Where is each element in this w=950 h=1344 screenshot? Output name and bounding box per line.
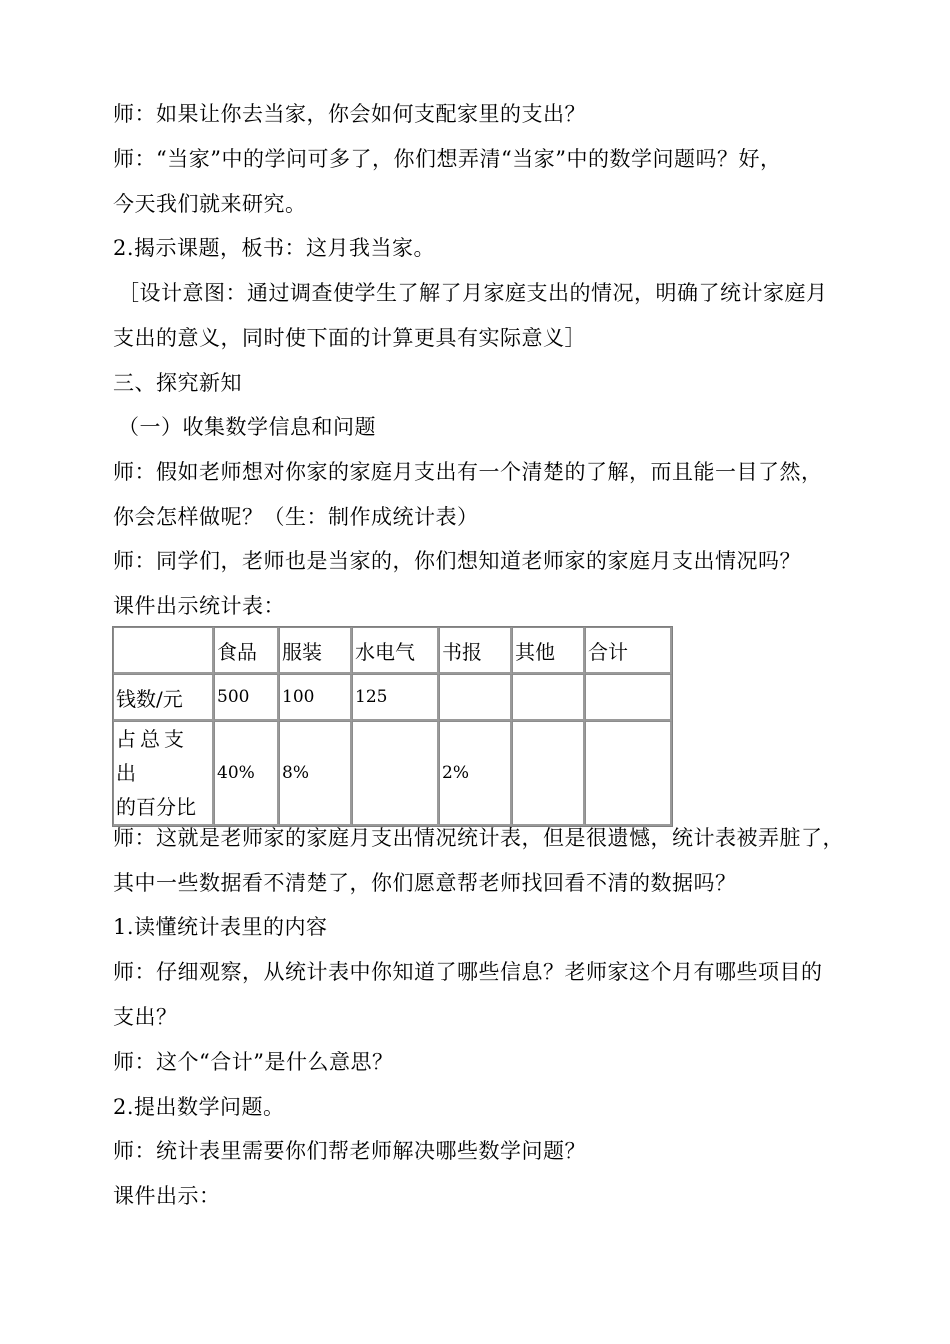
paragraph-17: 支出？ bbox=[113, 1005, 178, 1029]
paragraph-11: 师：同学们，老师也是当家的，你们想知道老师家的家庭月支出情况吗？ bbox=[113, 549, 801, 573]
row-label-money: 钱数/元 bbox=[113, 674, 214, 721]
header-other: 其他 bbox=[512, 627, 585, 674]
subsection-heading: （一）收集数学信息和问题 bbox=[118, 415, 376, 439]
cell-money-food: 500 bbox=[214, 674, 279, 721]
paragraph-21: 课件出示： bbox=[113, 1184, 221, 1208]
paragraph-1: 师：如果让你去当家，你会如何支配家里的支出？ bbox=[113, 102, 586, 126]
cell-money-total bbox=[585, 674, 672, 721]
cell-money-clothing: 100 bbox=[279, 674, 352, 721]
cell-percent-clothing: 8% bbox=[279, 721, 352, 826]
paragraph-4: 2.揭示课题，板书：这月我当家。 bbox=[113, 236, 436, 260]
row-label-percent-line1: 占总支出 bbox=[116, 727, 188, 785]
expense-table bbox=[112, 626, 673, 827]
header-books: 书报 bbox=[439, 627, 512, 674]
paragraph-20: 师：统计表里需要你们帮老师解决哪些数学问题？ bbox=[113, 1139, 586, 1163]
header-clothing: 服装 bbox=[279, 627, 352, 674]
paragraph-18: 师：这个“合计”是什么意思？ bbox=[113, 1050, 394, 1074]
header-total: 合计 bbox=[585, 627, 672, 674]
paragraph-13: 师：这就是老师家的家庭月支出情况统计表，但是很遗憾，统计表被弄脏了， bbox=[113, 826, 844, 850]
cell-percent-utilities bbox=[352, 721, 439, 826]
cell-money-books bbox=[439, 674, 512, 721]
cell-percent-other bbox=[512, 721, 585, 826]
table-header-row bbox=[113, 627, 672, 674]
paragraph-16: 师：仔细观察，从统计表中你知道了哪些信息？老师家这个月有哪些项目的 bbox=[113, 960, 823, 984]
paragraph-5: ［设计意图：通过调查使学生了解了月家庭支出的情况，明确了统计家庭月 bbox=[118, 281, 828, 305]
cell-money-utilities: 125 bbox=[352, 674, 439, 721]
cell-percent-food: 40% bbox=[214, 721, 279, 826]
header-food: 食品 bbox=[214, 627, 279, 674]
paragraph-3: 今天我们就来研究。 bbox=[113, 192, 307, 216]
table-corner-cell bbox=[113, 627, 214, 674]
paragraph-14: 其中一些数据看不清楚了，你们愿意帮老师找回看不清的数据吗？ bbox=[113, 871, 737, 895]
cell-percent-books: 2% bbox=[439, 721, 512, 826]
header-utilities: 水电气 bbox=[352, 627, 439, 674]
paragraph-9: 师：假如老师想对你家的家庭月支出有一个清楚的了解，而且能一目了然， bbox=[113, 460, 823, 484]
paragraph-2: 师：“当家”中的学问可多了，你们想弄清“当家”中的数学问题吗？好， bbox=[113, 147, 782, 171]
table-row-money bbox=[113, 674, 672, 721]
paragraph-19: 2.提出数学问题。 bbox=[113, 1095, 285, 1119]
section-heading: 三、探究新知 bbox=[113, 371, 242, 395]
row-label-percent bbox=[113, 721, 214, 826]
table-row-percent bbox=[113, 721, 672, 826]
paragraph-12: 课件出示统计表： bbox=[113, 594, 285, 618]
paragraph-15: 1.读懂统计表里的内容 bbox=[113, 915, 328, 939]
row-label-percent-line2: 的百分比 bbox=[116, 795, 196, 819]
cell-percent-total bbox=[585, 721, 672, 826]
cell-money-other bbox=[512, 674, 585, 721]
paragraph-10: 你会怎样做呢？（生：制作成统计表） bbox=[113, 505, 479, 529]
paragraph-6: 支出的意义，同时使下面的计算更具有实际意义］ bbox=[113, 326, 586, 350]
